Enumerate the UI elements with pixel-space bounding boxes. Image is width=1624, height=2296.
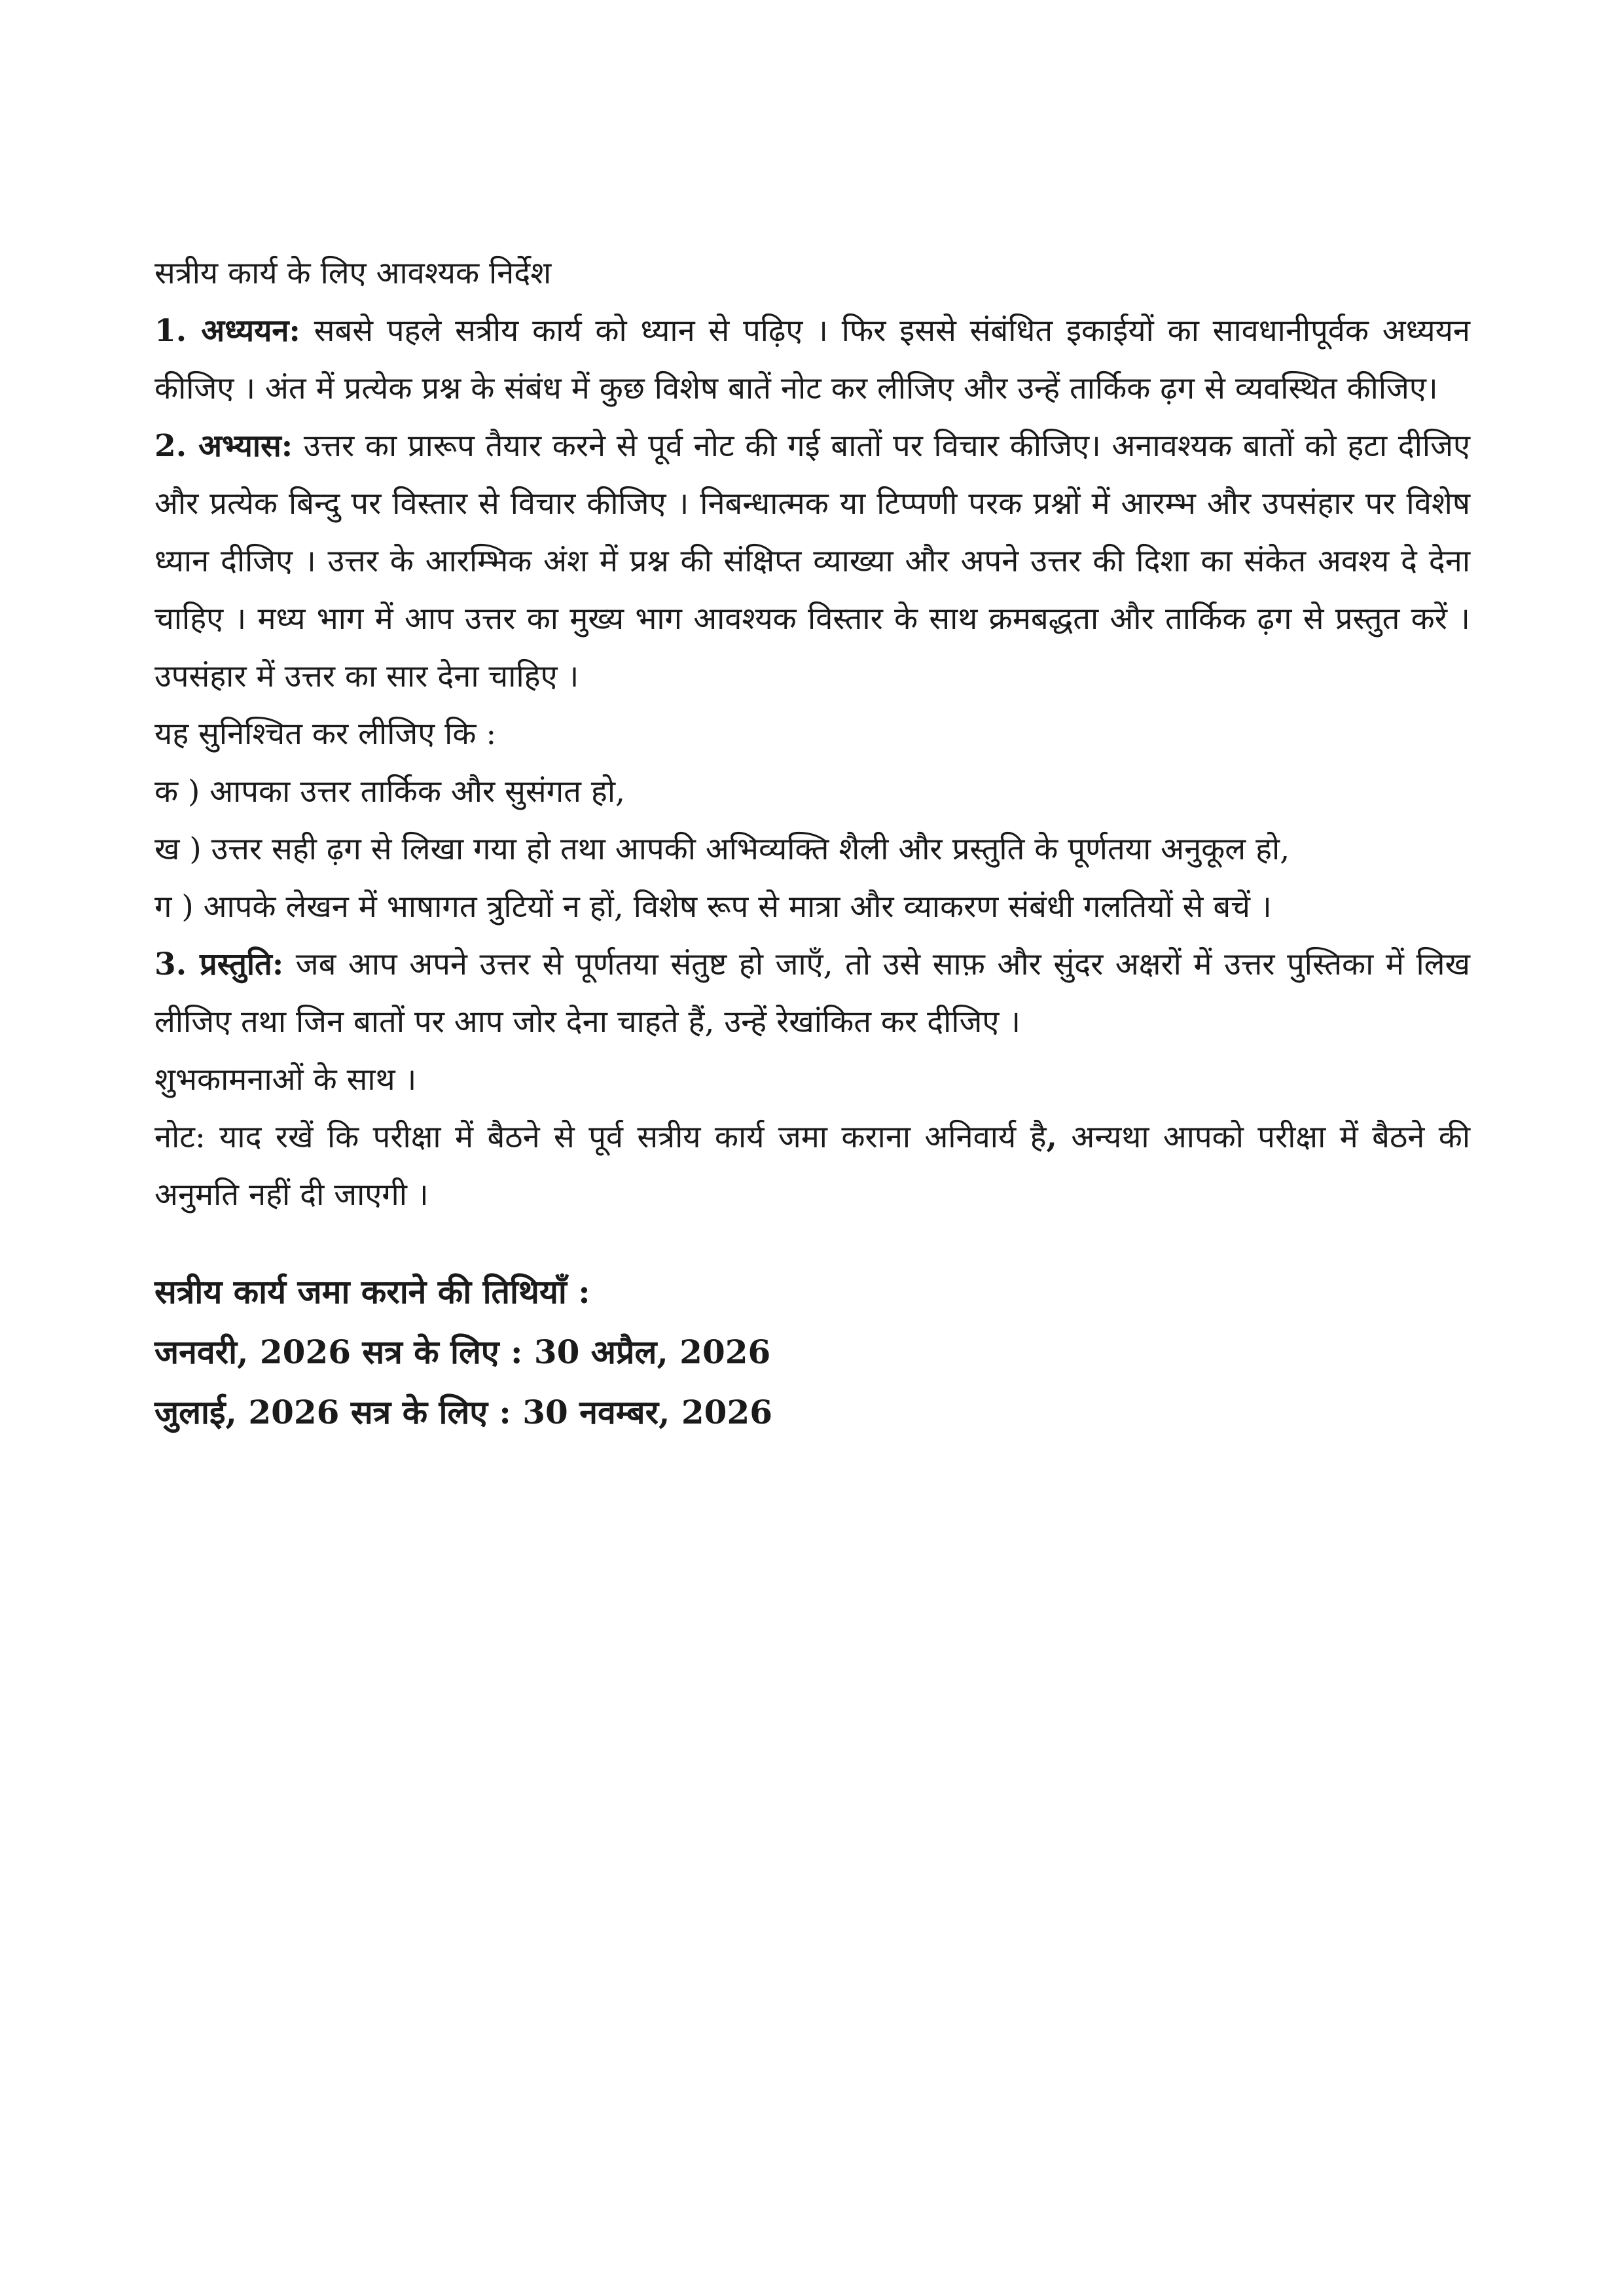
january-session-date: जनवरी, 2026 सत्र के लिए : 30 अप्रैल, 2026 [154,1333,771,1371]
section-study [154,302,1470,418]
best-wishes: शुभकामनाओं के साथ । [154,1062,417,1098]
ensure-item-kha: ख ) उत्तर सही ढ़ग से लिखा गया हो तथा आपकी अभिव्यक्ति शैली और प्रस्तुति के पूर्णतया अनुकूल हो, [154,831,1290,867]
july-session-date: जुलाई, 2026 सत्र के लिए : 30 नवम्बर, 2026 [154,1393,773,1431]
instructions-heading: सत्रीय कार्य के लिए आवश्यक निर्देश [154,255,552,291]
section-study-label: 1. अध्ययन: [154,313,300,349]
section-study-text: सबसे पहले सत्रीय कार्य को ध्यान से पढ़िए । फिर इससे संबंधित इकाईयों का सावधानीपूर्वक अध्ययन कीजिए । अंत में प्रत्येक प्रश्न के संबंध में कुछ विशेष बातें नोट कर लीजिए और उन्हें तार्किक ढ़ग से व्यवस्थित कीजिए। [154,313,1470,406]
note-comma: , [1046,1119,1057,1155]
note-label: नोट: [154,1119,206,1155]
submission-dates [154,1262,1470,1443]
note [154,1109,1470,1224]
instructions-body [154,245,1470,1443]
section-presentation-label: 3. प्रस्तुति: [154,946,284,982]
section-practice-label: 2. अभ्यास: [154,428,293,464]
note-text-after: अन्यथा आपको परीक्षा में बैठने की अनुमति नहीं दी जाएगी । [154,1119,1470,1213]
ensure-intro: यह सुनिश्चित कर लीजिए कि : [154,716,497,752]
ensure-item-ga: ग ) आपके लेखन में भाषागत त्रुटियों न हों, विशेष रूप से मात्रा और व्याकरण संबंधी गलतियों से बचें । [154,889,1272,925]
note-text-before: याद रखें कि परीक्षा में बैठने से पूर्व सत्रीय कार्य जमा कराना अनिवार्य है [219,1119,1047,1155]
section-practice [154,418,1470,706]
section-presentation-text: जब आप अपने उत्तर से पूर्णतया संतुष्ट हो जाएँ, तो उसे साफ़ और सुंदर अक्षरों में उत्तर पुस्तिका में लिख लीजिए तथा जिन बातों पर आप जोर देना चाहते हैं, उन्हें रेखांकित कर दीजिए । [154,946,1470,1040]
section-practice-text: उत्तर का प्रारूप तैयार करने से पूर्व नोट की गई बातों पर विचार कीजिए। अनावश्यक बातों को हटा दीजिए और प्रत्येक बिन्दु पर विस्तार से विचार कीजिए । निबन्धात्मक या टिप्पणी परक प्रश्नों में आरम्भ और उपसंहार पर विशेष ध्यान दीजिए । उत्तर के आरम्भिक अंश में प्रश्न की संक्षिप्त व्याख्या और अपने उत्तर की दिशा का संकेत अवश्य दे देना चाहिए । मध्य भाग में आप उत्तर का मुख्य भाग आवश्यक विस्तार के साथ क्रमबद्धता और तार्किक ढ़ग से प्रस्तुत करें । उपसंहार में उत्तर का सार देना चाहिए । [154,428,1470,694]
ensure-item-ka: क ) आपका उत्तर तार्किक और सुसंगत हो, [154,774,625,810]
section-presentation [154,936,1470,1051]
submission-dates-title: सत्रीय कार्य जमा कराने की तिथियाँ : [154,1272,590,1311]
